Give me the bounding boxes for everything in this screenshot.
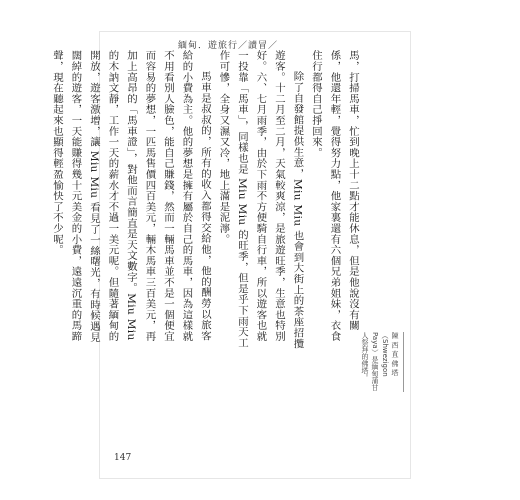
page-number: 147	[114, 453, 132, 463]
paragraph: 馬車是叔叔的，所有的收入都得交給他，他的酬勞以旅客給的小費為主。他的夢想是擁有屬於自己的馬車，因為這樣就不用看別人臉色，能自己賺錢，然而一輛馬車並不是一個便宜而容易的夢想，一匹馬售價四百美元，輛木馬車三百美元，再加上高昂的「馬車證」，對他而言簡直是天文數字。Miu Miu 的木訥文靜，工作一天的薪水才不過一美元呢。但隨著緬甸的開放，遊客激增，讓 Miu Miu 看見了一絲曙光，有時候遇見闊綽的遊客，一天能賺得幾十元美金的小費，遠遠沉重的馬蹄聲，現在聽起來也顯得輕盈愉快了不少呢。	[51, 50, 211, 343]
sidenote-text: 陳 西 直 佛 塔（Shwezigon Paya）是緬甸蒲甘人祭拜的佛塔。	[361, 332, 399, 391]
sidenote	[361, 332, 400, 392]
running-head: 緬甸．遊旅行／讀冒／	[178, 41, 279, 51]
body-text	[51, 50, 362, 350]
paragraph: 除了自發館提供生意，Miu Miu 也會到大街上的茶座招攬遊客。十二月至二月，天氣較爽涼，是旅遊旺季，生意也特別好。六、七月雨季，由於下雨不方便騎自行車，所以遊客也就一投靠「馬車」，同樣也是 Miu Miu 的旺季，但是乎下雨天工作可慘，全身又濕又冷，地上滿是泥濘。	[217, 50, 304, 349]
sidenote-rule	[403, 332, 404, 392]
paragraph: 馬，打掃馬車，忙到晚上十二點才能休息，但是他說沒有關係，他還年輕，覺得努力點，他家裏還有六個兄弟姐妹，衣食住行都得自己掙回來。	[310, 50, 359, 342]
book-page	[51, 32, 410, 478]
